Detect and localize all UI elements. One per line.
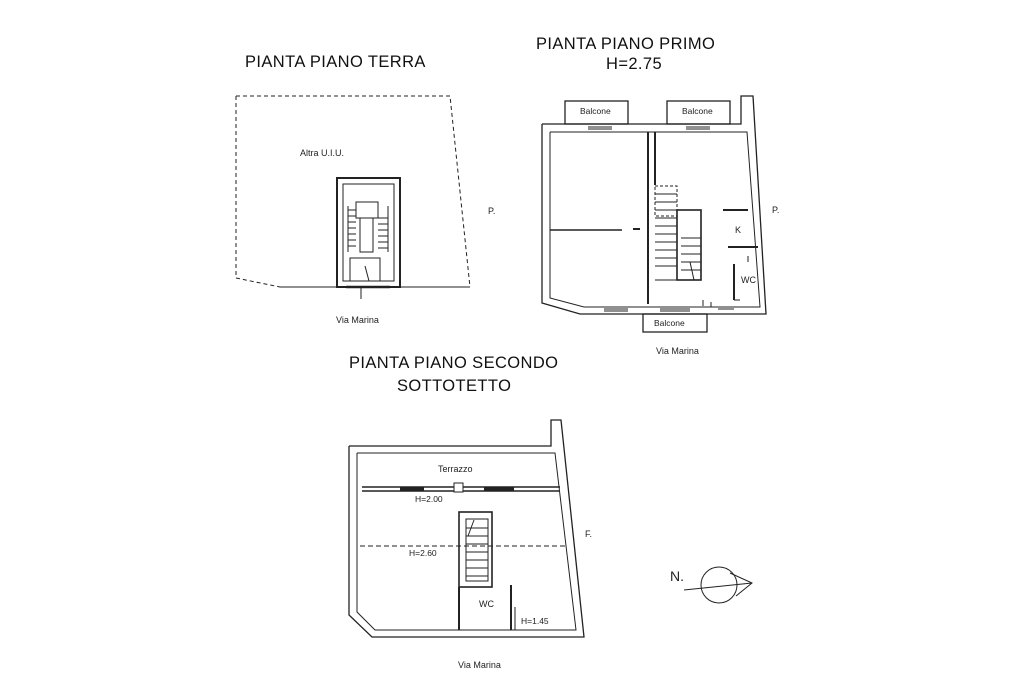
ground-floor-title: PIANTA PIANO TERRA: [245, 53, 426, 71]
attic-title: SOTTOTETTO: [397, 377, 512, 395]
north-arrow-icon: [684, 567, 752, 603]
first-floor-title: PIANTA PIANO PRIMO: [536, 35, 716, 53]
north-label: N.: [670, 568, 684, 584]
kitchen-label: K: [735, 225, 742, 235]
ground-floor-plan: [236, 96, 470, 299]
second-marker-label: F.: [585, 529, 593, 539]
ground-street-label: Via Marina: [336, 315, 379, 325]
terrace-label: Terrazzo: [438, 464, 473, 474]
neighbor-unit-label: Altra U.I.U.: [300, 148, 345, 158]
balcony-front-label: Balcone: [654, 318, 685, 328]
first-stair-treads: [655, 194, 701, 270]
mid-height-label: H=2.60: [409, 548, 437, 558]
first-floor-height: H=2.75: [606, 55, 663, 73]
balcony-left-label: Balcone: [580, 106, 611, 116]
first-marker-label: P.: [772, 205, 780, 215]
second-floor-title: PIANTA PIANO SECONDO: [349, 354, 559, 372]
second-street-label: Via Marina: [458, 660, 501, 670]
first-street-label: Via Marina: [656, 346, 699, 356]
first-floor-plan: [542, 96, 766, 332]
second-stair-treads: [466, 528, 488, 576]
ground-stair-treads: [348, 210, 388, 248]
second-floor-plan: [349, 420, 584, 637]
balcony-right-label: Balcone: [682, 106, 713, 116]
terrace-height-label: H=2.00: [415, 494, 443, 504]
second-wc-label: WC: [479, 599, 494, 609]
ground-marker-label: P.: [488, 206, 496, 216]
first-wc-label: WC: [741, 275, 756, 285]
low-height-label: H=1.45: [521, 616, 549, 626]
